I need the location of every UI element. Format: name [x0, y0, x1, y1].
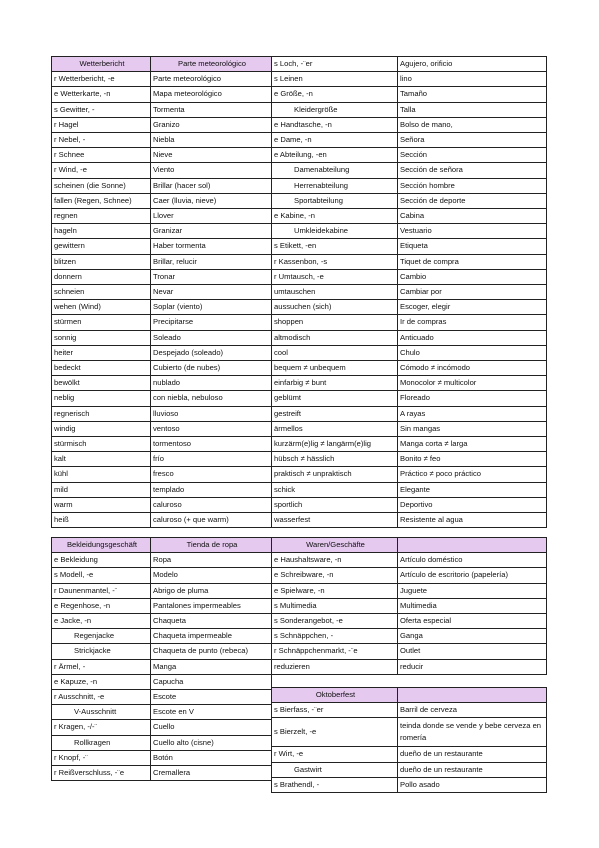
german-term: s Gewitter, -	[52, 102, 151, 117]
table-row	[52, 269, 272, 284]
table-row	[272, 513, 547, 528]
table-row	[52, 102, 272, 117]
german-term: cool	[272, 345, 398, 360]
spanish-term: fresco	[151, 467, 272, 482]
german-term: praktisch ≠ unpraktisch	[272, 467, 398, 482]
spanish-term: Cabina	[398, 209, 547, 224]
german-term: hageln	[52, 224, 151, 239]
table-row	[52, 690, 272, 705]
german-term: Damenabteilung	[272, 163, 398, 178]
spanish-term: Cubierto (de nubes)	[151, 361, 272, 376]
spanish-term: Sección de señora	[398, 163, 547, 178]
spanish-term: Juguete	[398, 583, 547, 598]
spanish-term: Sección	[398, 148, 547, 163]
german-term: s Bierfass, -¨er	[272, 703, 398, 718]
spanish-term: Chaqueta impermeable	[151, 629, 272, 644]
table-row	[272, 703, 547, 718]
weather-vocab-table	[51, 56, 272, 528]
oktoberfest-body	[272, 688, 547, 793]
column-header-spanish	[398, 688, 547, 703]
table-row	[52, 178, 272, 193]
spanish-term: Chulo	[398, 345, 547, 360]
table-row	[52, 497, 272, 512]
german-term: r Kragen, -/-¨	[52, 720, 151, 735]
spanish-term: Ir de compras	[398, 315, 547, 330]
german-term: hübsch ≠ hässlich	[272, 452, 398, 467]
german-term: gewittern	[52, 239, 151, 254]
german-term: Strickjacke	[52, 644, 151, 659]
table-row	[272, 254, 547, 269]
spanish-term: Parte meteorológico	[151, 72, 272, 87]
header-row	[52, 57, 272, 72]
german-term: e Dame, -n	[272, 133, 398, 148]
table-row	[272, 747, 547, 762]
table-row	[272, 57, 547, 72]
spanish-term: tormentoso	[151, 437, 272, 452]
table-row	[52, 421, 272, 436]
spanish-term: Botón	[151, 750, 272, 765]
german-term: altmodisch	[272, 330, 398, 345]
german-term: donnern	[52, 269, 151, 284]
german-term: s Modell, -e	[52, 568, 151, 583]
german-term: e Kabine, -n	[272, 209, 398, 224]
spanish-term: Etiqueta	[398, 239, 547, 254]
table-row	[52, 750, 272, 765]
spanish-term: dueño de un restaurante	[398, 762, 547, 777]
spanish-term: Chaqueta de punto (rebeca)	[151, 644, 272, 659]
table-row	[52, 300, 272, 315]
table-row	[52, 766, 272, 781]
table-row	[52, 583, 272, 598]
german-term: mild	[52, 482, 151, 497]
german-term: sportlich	[272, 497, 398, 512]
german-term: warm	[52, 497, 151, 512]
table-row	[272, 224, 547, 239]
spanish-term: nublado	[151, 376, 272, 391]
german-term: umtauschen	[272, 285, 398, 300]
table-row	[272, 361, 547, 376]
table-row	[272, 269, 547, 284]
table-row	[52, 209, 272, 224]
weather-vocab-body	[52, 57, 272, 528]
german-term: heiß	[52, 513, 151, 528]
spanish-term: caluroso (+ que warm)	[151, 513, 272, 528]
spanish-term: Tiquet de compra	[398, 254, 547, 269]
german-term: e Spielware, -n	[272, 583, 398, 598]
german-term: blitzen	[52, 254, 151, 269]
german-term: regnen	[52, 209, 151, 224]
german-term: e Abteilung, -en	[272, 148, 398, 163]
german-term: s Loch, -¨er	[272, 57, 398, 72]
spanish-term: Agujero, orificio	[398, 57, 547, 72]
spanish-term: Bolso de mano,	[398, 117, 547, 132]
spanish-term: caluroso	[151, 497, 272, 512]
german-term: windig	[52, 421, 151, 436]
spanish-term: Chaqueta	[151, 614, 272, 629]
german-term: V-Ausschnitt	[52, 705, 151, 720]
spanish-term: Tronar	[151, 269, 272, 284]
table-row	[52, 720, 272, 735]
german-term: scheinen (die Sonne)	[52, 178, 151, 193]
column-header-spanish: Tienda de ropa	[151, 538, 272, 553]
spanish-term: Escote en V	[151, 705, 272, 720]
spanish-term: Ganga	[398, 629, 547, 644]
german-term: kurzärm(e)lig ≠ langärm(e)lig	[272, 437, 398, 452]
german-term: s Brathendl, -	[272, 777, 398, 792]
german-term: r Schnäppchenmarkt, -¨e	[272, 644, 398, 659]
table-row	[52, 148, 272, 163]
table-row	[52, 133, 272, 148]
german-term: e Jacke, -n	[52, 614, 151, 629]
spanish-term: Pantalones impermeables	[151, 598, 272, 613]
german-term: schick	[272, 482, 398, 497]
spanish-term: Talla	[398, 102, 547, 117]
spanish-term: Capucha	[151, 674, 272, 689]
table-row	[272, 553, 547, 568]
spanish-term: Pollo asado	[398, 777, 547, 792]
table-row	[52, 553, 272, 568]
german-term: e Bekleidung	[52, 553, 151, 568]
spanish-term: Cuello alto (cisne)	[151, 735, 272, 750]
spanish-term: Viento	[151, 163, 272, 178]
table-row	[272, 391, 547, 406]
german-term: geblümt	[272, 391, 398, 406]
table-row	[52, 705, 272, 720]
german-term: regnerisch	[52, 406, 151, 421]
german-term: r Ärmel, -	[52, 659, 151, 674]
table-row	[52, 598, 272, 613]
spanish-term: Mapa meteorológico	[151, 87, 272, 102]
table-row	[272, 614, 547, 629]
german-term: r Hagel	[52, 117, 151, 132]
table-row	[272, 133, 547, 148]
german-term: heiter	[52, 345, 151, 360]
german-term: ärmellos	[272, 421, 398, 436]
table-row	[52, 87, 272, 102]
goods-shops-table	[271, 537, 547, 675]
spanish-term: Modelo	[151, 568, 272, 583]
table-row	[272, 452, 547, 467]
table-row	[52, 163, 272, 178]
table-row	[272, 300, 547, 315]
column-header-spanish: Parte meteorológico	[151, 57, 272, 72]
spanish-term: Nieve	[151, 148, 272, 163]
spanish-term: Cambio	[398, 269, 547, 284]
table-row	[52, 644, 272, 659]
german-term: Rollkragen	[52, 735, 151, 750]
table-row	[272, 209, 547, 224]
spanish-term: Deportivo	[398, 497, 547, 512]
spanish-term: Granizar	[151, 224, 272, 239]
table-row	[52, 376, 272, 391]
spanish-term: Brillar (hacer sol)	[151, 178, 272, 193]
german-term: Gastwirt	[272, 762, 398, 777]
spanish-term: Abrigo de pluma	[151, 583, 272, 598]
spanish-term: dueño de un restaurante	[398, 747, 547, 762]
table-row	[272, 163, 547, 178]
spanish-term: A rayas	[398, 406, 547, 421]
table-row	[52, 117, 272, 132]
spanish-term: Soplar (viento)	[151, 300, 272, 315]
german-term: Umkleidekabine	[272, 224, 398, 239]
german-term: gestreift	[272, 406, 398, 421]
table-row	[52, 254, 272, 269]
german-term: r Wetterbericht, -e	[52, 72, 151, 87]
table-row	[52, 629, 272, 644]
german-term: s Sonderangebot, -e	[272, 614, 398, 629]
table-row	[52, 452, 272, 467]
german-term: bequem ≠ unbequem	[272, 361, 398, 376]
table-row	[52, 345, 272, 360]
german-term: Herrenabteilung	[272, 178, 398, 193]
table-row	[272, 87, 547, 102]
spanish-term: Brillar, relucir	[151, 254, 272, 269]
table-row	[272, 437, 547, 452]
table-row	[52, 467, 272, 482]
german-term: wasserfest	[272, 513, 398, 528]
spanish-term: Niebla	[151, 133, 272, 148]
table-row	[52, 735, 272, 750]
table-row	[272, 629, 547, 644]
german-term: r Kassenbon, -s	[272, 254, 398, 269]
header-row	[272, 688, 547, 703]
german-term: stürmisch	[52, 437, 151, 452]
spanish-term: Sección hombre	[398, 178, 547, 193]
spanish-term: templado	[151, 482, 272, 497]
spanish-term: Cambiar por	[398, 285, 547, 300]
german-term: kühl	[52, 467, 151, 482]
spanish-term: Señora	[398, 133, 547, 148]
spanish-term: Resistente al agua	[398, 513, 547, 528]
german-term: e Regenhose, -n	[52, 598, 151, 613]
german-term: bedeckt	[52, 361, 151, 376]
table-row	[52, 614, 272, 629]
german-term: Sportabteilung	[272, 193, 398, 208]
table-row	[52, 72, 272, 87]
spanish-term: lino	[398, 72, 547, 87]
table-row	[52, 674, 272, 689]
german-term: sonnig	[52, 330, 151, 345]
spanish-term: Tamaño	[398, 87, 547, 102]
column-header-spanish	[398, 538, 547, 553]
table-row	[272, 117, 547, 132]
spanish-term: Sin mangas	[398, 421, 547, 436]
table-row	[272, 497, 547, 512]
spanish-term: Floreado	[398, 391, 547, 406]
spanish-term: con niebla, nebuloso	[151, 391, 272, 406]
spanish-term: Anticuado	[398, 330, 547, 345]
table-row	[52, 224, 272, 239]
spanish-term: Despejado (soleado)	[151, 345, 272, 360]
spanish-term: Oferta especial	[398, 614, 547, 629]
table-row	[52, 285, 272, 300]
spanish-term: Escote	[151, 690, 272, 705]
spanish-term: Ropa	[151, 553, 272, 568]
german-term: e Größe, -n	[272, 87, 398, 102]
german-term: r Ausschnitt, -e	[52, 690, 151, 705]
oktoberfest-table	[271, 687, 547, 793]
german-term: Regenjacke	[52, 629, 151, 644]
table-row	[272, 482, 547, 497]
table-row	[272, 193, 547, 208]
table-row	[272, 583, 547, 598]
table-row	[272, 762, 547, 777]
column-header-german: Waren/Geschäfte	[272, 538, 398, 553]
spanish-term: Tormenta	[151, 102, 272, 117]
table-row	[52, 193, 272, 208]
german-term: s Leinen	[272, 72, 398, 87]
spanish-term: Soleado	[151, 330, 272, 345]
spanish-term: ventoso	[151, 421, 272, 436]
german-term: r Wind, -e	[52, 163, 151, 178]
spanish-term: Artículo doméstico	[398, 553, 547, 568]
spanish-term: Granizo	[151, 117, 272, 132]
table-row	[272, 239, 547, 254]
german-term: aussuchen (sich)	[272, 300, 398, 315]
table-row	[272, 285, 547, 300]
table-row	[272, 644, 547, 659]
table-row	[52, 482, 272, 497]
german-term: s Etikett, -en	[272, 239, 398, 254]
table-row	[52, 568, 272, 583]
table-row	[52, 437, 272, 452]
table-row	[272, 659, 547, 674]
spanish-term: Cómodo ≠ incómodo	[398, 361, 547, 376]
spanish-term: reducir	[398, 659, 547, 674]
german-term: r Wirt, -e	[272, 747, 398, 762]
table-row	[52, 315, 272, 330]
spanish-term: Outlet	[398, 644, 547, 659]
table-row	[272, 330, 547, 345]
table-row	[272, 406, 547, 421]
spanish-term: Práctico ≠ poco práctico	[398, 467, 547, 482]
spanish-term: Cremallera	[151, 766, 272, 781]
spanish-term: Haber tormenta	[151, 239, 272, 254]
table-row	[272, 178, 547, 193]
german-term: s Schnäppchen, -	[272, 629, 398, 644]
table-row	[52, 330, 272, 345]
german-term: r Nebel, -	[52, 133, 151, 148]
table-row	[272, 315, 547, 330]
spanish-term: Sección de deporte	[398, 193, 547, 208]
table-row	[52, 361, 272, 376]
table-row	[52, 659, 272, 674]
german-term: e Schreibware, -n	[272, 568, 398, 583]
table-row	[52, 239, 272, 254]
spanish-term: Escoger, elegir	[398, 300, 547, 315]
table-row	[272, 72, 547, 87]
spanish-term: Bonito ≠ feo	[398, 452, 547, 467]
table-row	[272, 148, 547, 163]
german-term: shoppen	[272, 315, 398, 330]
spanish-term: Vestuario	[398, 224, 547, 239]
goods-shops-body	[272, 538, 547, 675]
german-term: e Kapuze, -n	[52, 674, 151, 689]
spanish-term: Nevar	[151, 285, 272, 300]
shop-vocab-body	[272, 57, 547, 528]
table-row	[272, 568, 547, 583]
clothing-store-body	[52, 538, 272, 781]
german-term: r Umtausch, -e	[272, 269, 398, 284]
german-term: s Multimedia	[272, 598, 398, 613]
german-term: r Reißverschluss, -¨e	[52, 766, 151, 781]
table-row	[272, 718, 547, 747]
spanish-term: frío	[151, 452, 272, 467]
spanish-term: Caer (lluvia, nieve)	[151, 193, 272, 208]
table-row	[272, 777, 547, 792]
table-row	[52, 513, 272, 528]
header-row	[272, 538, 547, 553]
german-term: e Handtasche, -n	[272, 117, 398, 132]
spanish-term: Llover	[151, 209, 272, 224]
table-row	[272, 345, 547, 360]
german-term: e Wetterkarte, -n	[52, 87, 151, 102]
german-term: einfarbig ≠ bunt	[272, 376, 398, 391]
spanish-term: lluvioso	[151, 406, 272, 421]
spanish-term: Precipitarse	[151, 315, 272, 330]
spanish-term: Manga	[151, 659, 272, 674]
header-row	[52, 538, 272, 553]
spanish-term: Barril de cerveza	[398, 703, 547, 718]
column-header-german: Oktoberfest	[272, 688, 398, 703]
column-header-german: Bekleidungsgeschäft	[52, 538, 151, 553]
german-term: wehen (Wind)	[52, 300, 151, 315]
german-term: schneien	[52, 285, 151, 300]
german-term: kalt	[52, 452, 151, 467]
table-row	[272, 102, 547, 117]
shop-vocab-table	[271, 56, 547, 528]
german-term: reduzieren	[272, 659, 398, 674]
german-term: bewölkt	[52, 376, 151, 391]
german-term: s Bierzelt, -e	[272, 718, 398, 747]
german-term: e Haushaltsware, -n	[272, 553, 398, 568]
german-term: r Schnee	[52, 148, 151, 163]
spanish-term: Cuello	[151, 720, 272, 735]
spanish-term: Elegante	[398, 482, 547, 497]
german-term: r Daunenmantel, -¨	[52, 583, 151, 598]
table-row	[272, 421, 547, 436]
spanish-term: Manga corta ≠ larga	[398, 437, 547, 452]
spanish-term: teinda donde se vende y bebe cerveza en romería	[398, 718, 547, 747]
german-term: neblig	[52, 391, 151, 406]
table-row	[272, 467, 547, 482]
spanish-term: Artículo de escritorio (papelería)	[398, 568, 547, 583]
german-term: stürmen	[52, 315, 151, 330]
table-row	[52, 391, 272, 406]
german-term: fallen (Regen, Schnee)	[52, 193, 151, 208]
spanish-term: Monocolor ≠ multicolor	[398, 376, 547, 391]
spanish-term: Multimedia	[398, 598, 547, 613]
german-term: Kleidergröße	[272, 102, 398, 117]
column-header-german: Wetterbericht	[52, 57, 151, 72]
table-row	[272, 376, 547, 391]
german-term: r Knopf, -¨	[52, 750, 151, 765]
clothing-store-table	[51, 537, 272, 781]
table-row	[52, 406, 272, 421]
table-row	[272, 598, 547, 613]
